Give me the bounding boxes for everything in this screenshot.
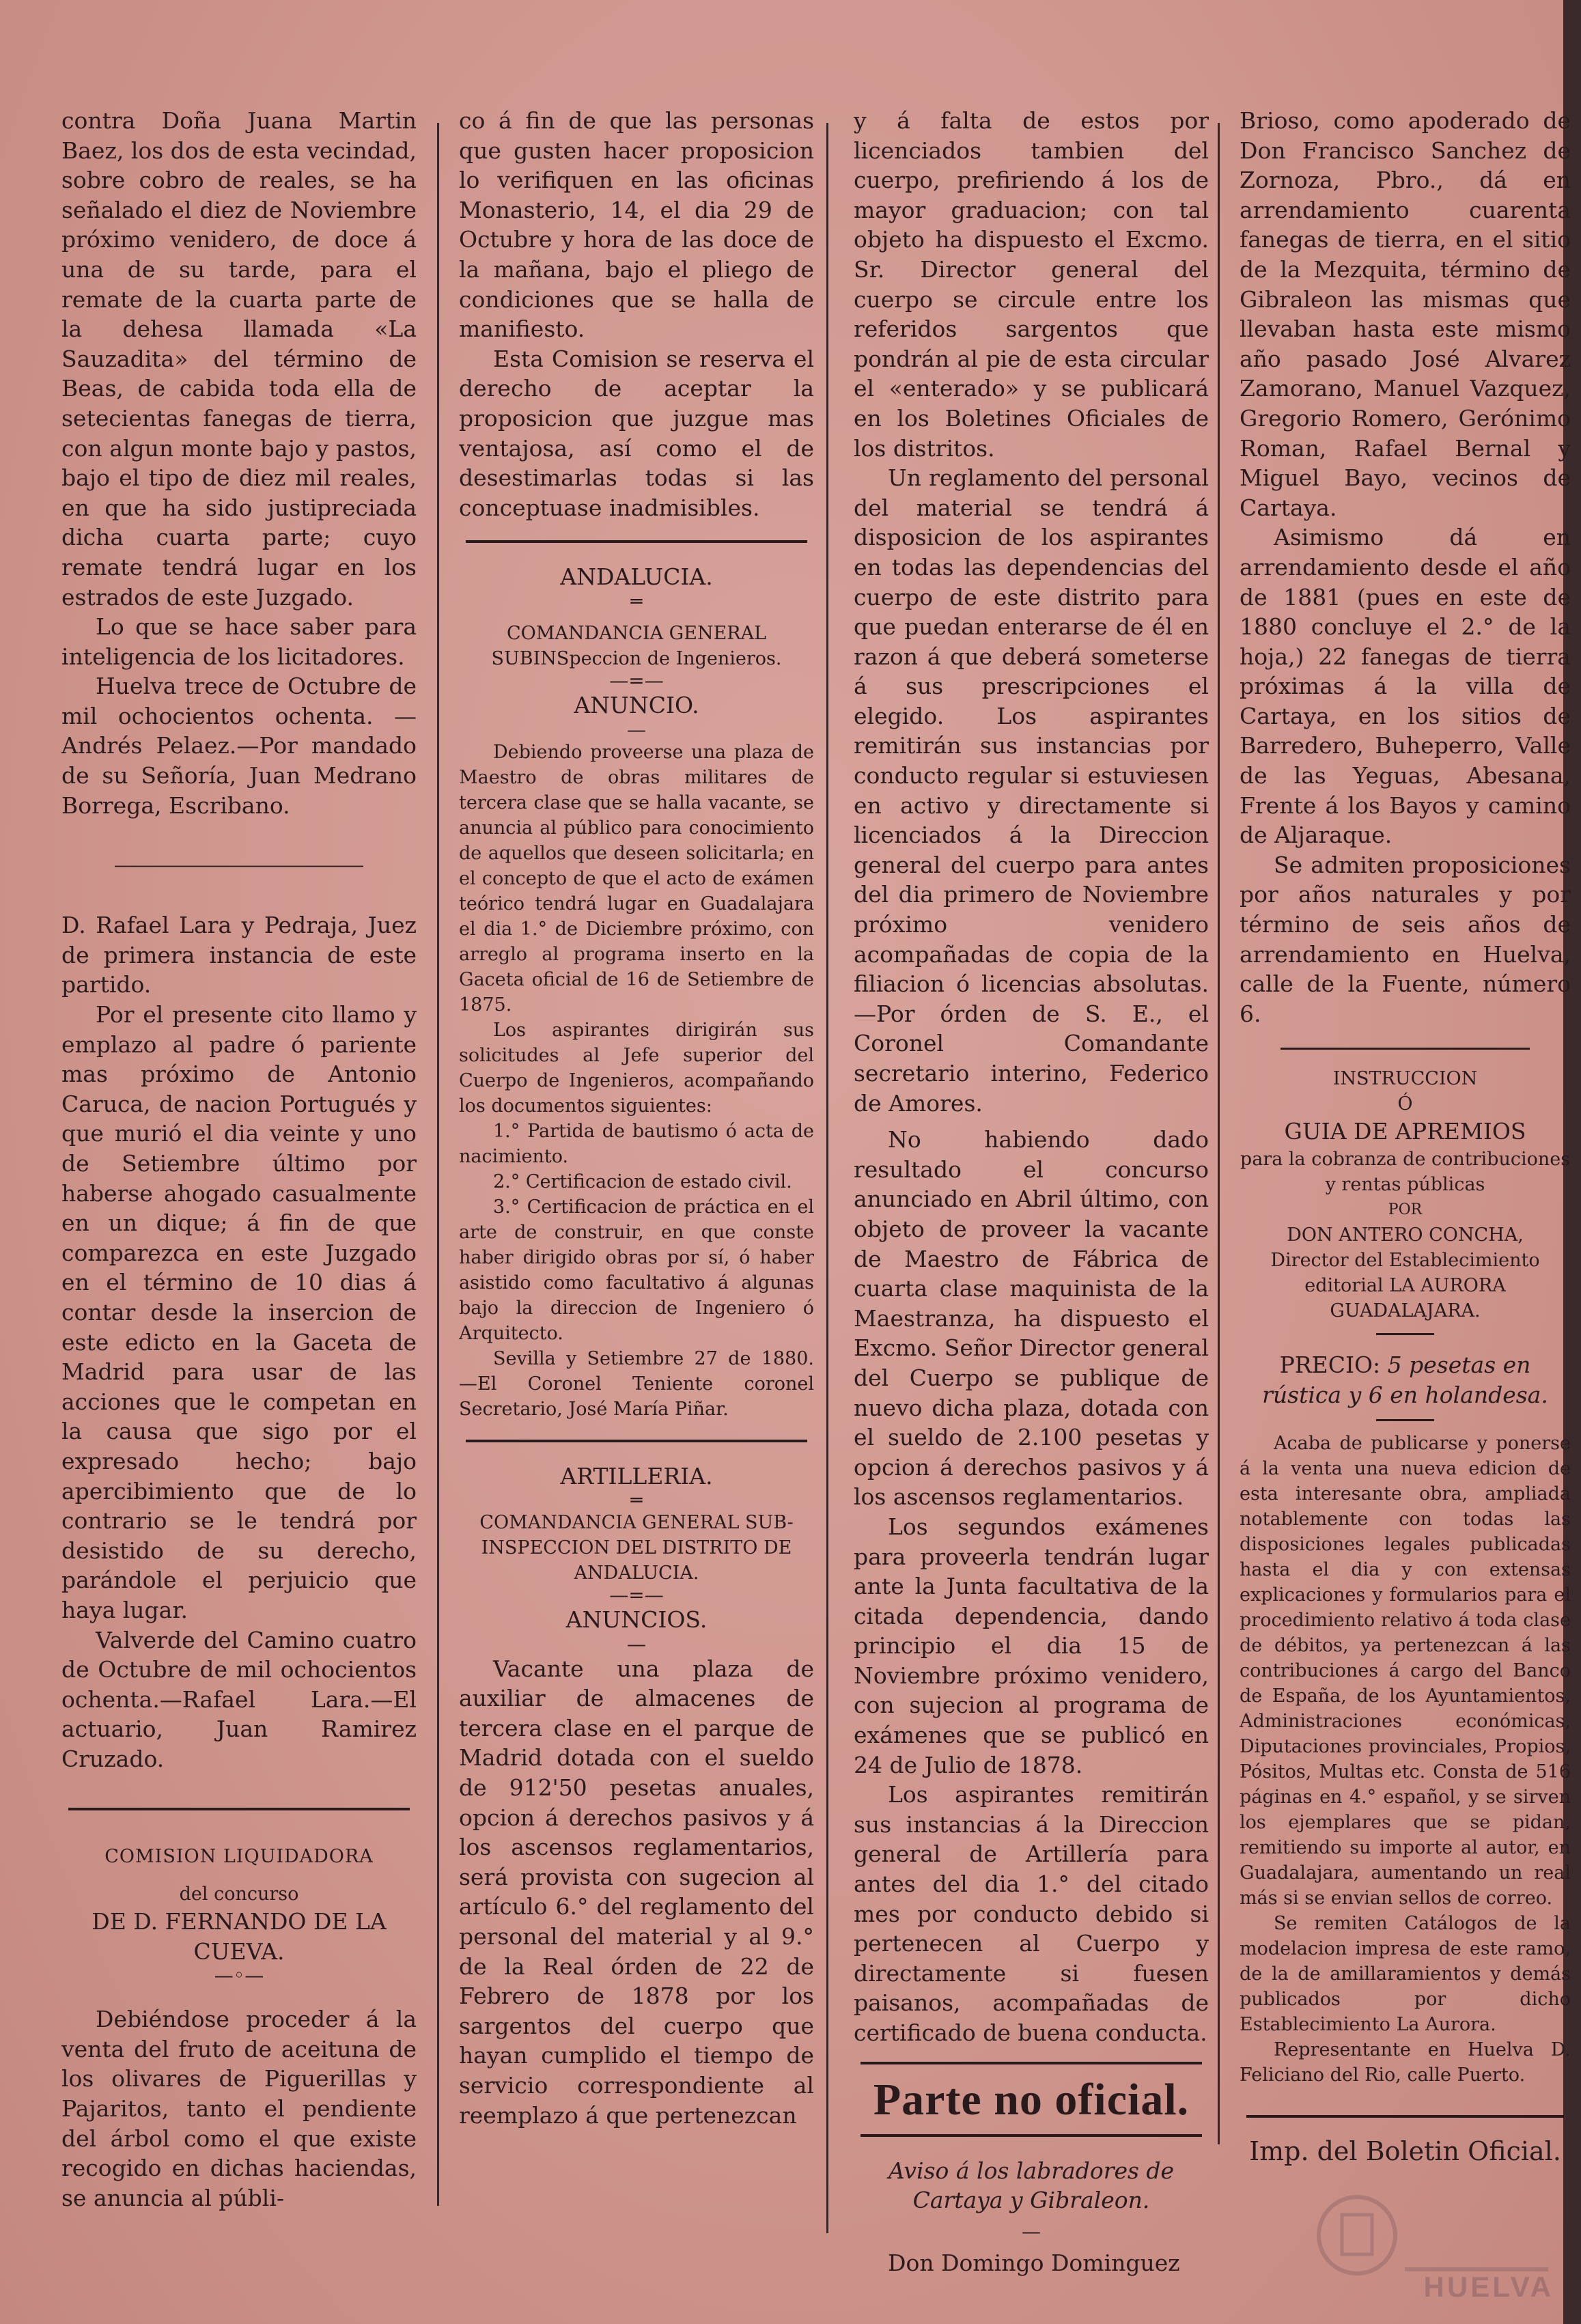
- price-label: PRECIO:: [1279, 1352, 1381, 1378]
- paragraph: co á fin de que las personas que gusten hacer proposicion lo verifiquen en las oficinas Monasterio, 14, el dia 29 de Octubre y hora de las doce de la mañana, bajo el pliego de condiciones que se halla de manifiesto.: [459, 107, 814, 343]
- paragraph: Don Domingo Dominguez: [888, 2249, 1180, 2276]
- paragraph: contra Doña Juana Martin Baez, los dos de esta vecindad, sobre cobro de reales, se ha señalado el diez de Noviembre próximo venidero, de doce á una de su tarde, para el remate de la cuarta parte de la dehesa llamada «La Sauzadita» del término de Beas, de cabida toda ella de setecientas fanegas de tierra, con algun monte bajo y pastos, bajo el tipo de diez mil reales, en que ha sido justipreciada dicha cuarta parte; cuyo remate tendrá lugar en los estrados de este Juzgado.: [61, 107, 417, 611]
- section-heading: COMANDANCIA GENERAL SUB-INSPECCION DEL DISTRITO DE ANDALUCIA.: [479, 1512, 794, 1584]
- section-heading: ANDALUCIA.: [560, 563, 713, 591]
- section-heading: ARTILLERIA.: [560, 1462, 713, 1489]
- edict-header: D. Rafael Lara y Pedraja, Juez de primera instancia de este partido.: [61, 912, 417, 998]
- ornament: —◦—: [214, 1964, 264, 1987]
- paragraph: Por el presente cito llamo y emplazo al padre ó pariente mas próximo de Antonio Caruca, de nacion Portugués y que murió el dia veinte y uno de Setiembre último por haberse ahogado casualmente en un dique; á fin de que comparezca en este Juzgado en el término de 10 dias á contar desde la insercion de este edicto en la Gaceta de Madrid para usar de las acciones que le competan en la causa que sigo por el expresado hecho; bajo apercibimiento que de lo contrario se le tendrá por desistido de su derecho, parándole el perjuicio que haya lugar.: [61, 1001, 417, 1623]
- list-item: 2.° Certificacion de estado civil.: [493, 1171, 792, 1192]
- list-item: 3.° Certificacion de práctica en el arte de construir, en que conste haber dirigido obras por sí, ó haber asistido como facultativo á algunas bajo la direccion de Ingeniero ó Arquitecto.: [459, 1196, 814, 1344]
- paragraph: Representante en Huelva D. Feliciano del Rio, calle Puerto.: [1240, 2039, 1571, 2086]
- paragraph: Debiéndose proceder á la venta del fruto de aceituna de los olivares de Piguerillas y Pajaritos, tanto el pendiente del árbol como el que existe recogido en dichas haciendas, se anuncia al públi-: [61, 2006, 417, 2211]
- book-author-desc: Director del Establecimiento editorial LA AURORA GUADALAJARA.: [1270, 1250, 1540, 1321]
- paragraph: Un reglamento del personal del material se tendrá á disposicion de los aspirantes en todas las dependencias del cuerpo de este distrito para que puedan enterarse de él en razon á que deberá someterse á sus prescripciones el elegido. Los aspirantes remitirán sus instancias por conducto regular si estuviesen en activo y directamente si licenciados á la Direccion general del cuerpo para antes del dia primero de Noviembre próximo venidero acompañadas de copia de la filiacion ó licencias absolutas.—Por órden de S. E., el Coronel Comandante secretario interino, Federico de Amores.: [854, 464, 1209, 1117]
- paragraph: Vacante una plaza de auxiliar de almacenes de tercera clase en el parque de Madrid dotada con el sueldo de 912'50 pesetas anuales, opcion á derechos pasivos y á los ascensos reglamentarios, será provista con sugecion al artículo 6.° del reglamento del personal del material y al 9.° de la Real órden de 22 de Febrero de 1878 por los sargentos del cuerpo que hayan cumplido el tiempo de servicio correspondiente al reemplazo á que pertenezcan: [459, 1655, 814, 2129]
- paragraph: No habiendo dado resultado el concurso anunciado en Abril último, con objeto de proveer la vacante de Maestro de Fábrica de cuarta clase maquinista de la Maestranza, ha dispuesto el Excmo. Señor Director general del Cuerpo se publique de nuevo dicha plaza, dotada con el sueldo de 2.100 pesetas y opcion á derechos pasivos y á los ascensos reglamentarios.: [854, 1126, 1209, 1511]
- section-divider: [1376, 1333, 1434, 1335]
- column-rule: [826, 123, 828, 2233]
- ornament: ═: [630, 589, 643, 613]
- section-heading: COMISION LIQUIDADORA: [104, 1846, 374, 1868]
- section-divider: [1281, 1048, 1530, 1050]
- book-heading: INSTRUCCION: [1332, 1068, 1478, 1090]
- book-heading: Ó: [1397, 1093, 1413, 1115]
- paragraph: Asimismo dá en arrendamiento desde el año de 1881 (pues en este de 1880 concluye el 2.° de la hoja,) 22 fanegas de tierra próximas á la villa de Cartaya, en los sitios de Barredero, Buheperro, Valle de las Yeguas, Abesana, Frente á los Bayos y camino de Aljaraque.: [1240, 524, 1571, 849]
- section-divider: [1246, 2115, 1564, 2118]
- section-divider: [861, 2062, 1202, 2064]
- column-1: [61, 106, 417, 2213]
- ornament: —: [627, 1632, 646, 1655]
- paragraph: Los segundos exámenes para proveerla tendrán lugar ante la Junta facultativa de la citada dependencia, dando principio el dia 15 de Noviembre próximo venidero, con sujecion al programa de exámenes que se publicó en 24 de Julio de 1878.: [854, 1513, 1209, 1778]
- ornament: —: [1022, 2220, 1041, 2243]
- paragraph: Acaba de publicarse y ponerse á la venta una nueva edicion de esta interesante obra, ampliada notablemente con todas las disposiciones legales publicadas hasta el dia y con extensas explicaciones y formularios para el procedimiento relativo á toda clase de débitos, ya pertenezcan á las contribuciones á cargo del Banco de España, de los Ayuntamientos, Administraciones económicas, Diputaciones provinciales, Propios, Pósitos, Multas etc. Consta de 516 páginas en 4.° español, y se sirven los ejemplares que se pidan, remitiendo su importe al autor, en Guadalajara, aumentando un real más si se envian sellos de correo.: [1240, 1433, 1571, 1909]
- column-rule: [437, 123, 439, 2206]
- paragraph: Se remiten Catálogos de la modelacion impresa de este ramo, de la de amillaramientos y demás publicados por dicho Establecimiento La Aurora.: [1240, 1913, 1571, 2036]
- paragraph: Sevilla y Setiembre 27 de 1880. —El Coronel Teniente coronel Secretario, José María Piñar.: [459, 1347, 814, 1420]
- ornament: —=—: [609, 1584, 664, 1607]
- printer-credit: Imp. del Boletin Oficial.: [1249, 2136, 1561, 2167]
- section-divider: [466, 1440, 807, 1442]
- column-3: [854, 106, 1209, 2278]
- section-divider: [861, 2134, 1202, 2137]
- book-subtitle: para la cobranza de contribuciones y rentas públicas: [1240, 1149, 1571, 1195]
- book-title: GUIA DE APREMIOS: [1284, 1118, 1526, 1145]
- section-heading: ANUNCIOS.: [565, 1606, 708, 1634]
- section-subheading: del concurso: [179, 1884, 299, 1905]
- paragraph: Los aspirantes dirigirán sus solicitudes al Jefe superior del Cuerpo de Ingenieros, acompañando los documentos siguientes:: [459, 1019, 814, 1117]
- book-by: POR: [1388, 1201, 1423, 1218]
- section-divider: [466, 540, 807, 543]
- section-heading: ANUNCIO.: [574, 691, 699, 718]
- notice-title: Aviso á los labradores de Cartaya y Gibraleon.: [888, 2157, 1175, 2214]
- column-rule: [1218, 123, 1220, 2144]
- paragraph: Los aspirantes remitirán sus instancias á la Direccion general de Artillería para antes del dia 1.° del citado mes por conducto debido si pertenecen al Cuerpo y directamente si fuesen paisanos, acompañadas de certificado de buena conducta.: [854, 1781, 1209, 2046]
- section-title: Parte no oficial.: [873, 2074, 1190, 2125]
- book-author: DON ANTERO CONCHA,: [1287, 1224, 1524, 1246]
- section-divider: [68, 1808, 410, 1810]
- paragraph: y á falta de estos por licenciados tambien del cuerpo, prefiriendo á los de mayor graduacion; con tal objeto ha dispuesto el Excmo. Sr. Director general del cuerpo se circule entre los referidos sargentos que pondrán al pie de esta circular el «enterado» y se publicará en los Boletines Oficiales de los distritos.: [854, 107, 1209, 462]
- paragraph: Huelva trece de Octubre de mil ochocientos ochenta. —Andrés Pelaez.—Por mandado de su Señoría, Juan Medrano Borrega, Escribano.: [61, 673, 417, 819]
- paragraph: Brioso, como apoderado de Don Francisco Sanchez de Zornoza, Pbro., dá en arrendamiento cuarenta fanegas de tierra, en el sitio de la Mezquita, término de Gibraleon las mismas que llevaban hasta este mismo año pasado José Alvarez Zamorano, Manuel Vazquez, Gregorio Romero, Gerónimo Roman, Rafael Bernal y Miguel Bayo, vecinos de Cartaya.: [1240, 107, 1571, 521]
- column-4: [1240, 106, 1571, 2167]
- list-item: 1.° Partida de bautismo ó acta de nacimiento.: [459, 1120, 814, 1167]
- section-divider: [1376, 1419, 1434, 1421]
- paragraph: Lo que se hace saber para inteligencia de los licitadores.: [61, 613, 417, 670]
- paragraph: Valverde del Camino cuatro de Octubre de mil ochocientos ochenta.—Rafael Lara.—El actuario, Juan Ramirez Cruzado.: [61, 1626, 417, 1772]
- ornament-divider: ―――――――――――――: [115, 854, 363, 877]
- price-text: 5 pesetas en rústica y 6 en holandesa.: [1262, 1352, 1548, 1408]
- paragraph: Debiendo proveerse una plaza de Maestro de obras militares de tercera clase que se halla vacante, se anuncia al público para conocimiento de aquellos que deseen solicitarla; en el concepto de que el acto de exámen teórico tendrá lugar en Guadalajara el dia 1.° de Diciembre próximo, con arreglo al programa inserto en la Gaceta oficial de 16 de Setiembre de 1875.: [459, 741, 814, 1016]
- section-heading: COMANDANCIA GENERAL SUBINSpeccion de Ingenieros.: [491, 622, 782, 669]
- paragraph: Se admiten proposiciones por años naturales y por término de seis años de arrendamiento en Huelva, calle de la Fuente, número 6.: [1240, 851, 1571, 1027]
- ornament: —=—: [609, 669, 664, 692]
- ornament: —: [627, 718, 646, 741]
- section-heading: DE D. FERNANDO DE LA CUEVA.: [92, 1908, 387, 1965]
- column-2: [459, 106, 814, 2130]
- archive-stamp-label: HUELVA: [1423, 2271, 1554, 2303]
- ornament: ═: [630, 1489, 643, 1512]
- paragraph: Esta Comision se reserva el derecho de aceptar la proposicion que juzgue mas ventajosa, así como el de desestimarlas todas si las conceptuase inadmisibles.: [459, 345, 814, 521]
